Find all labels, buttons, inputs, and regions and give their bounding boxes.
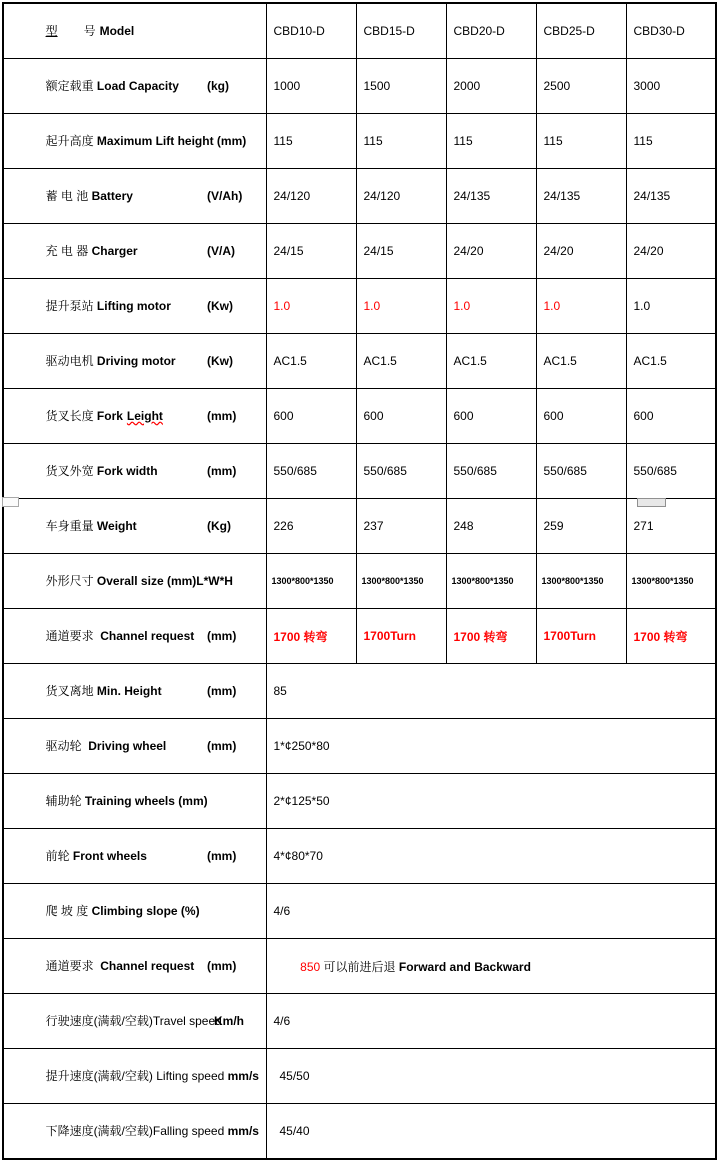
row-label-en: Travel speed (152, 1014, 222, 1028)
value-cell: 1700Turn (356, 609, 446, 664)
row-label-zh: 车身重量 (45, 519, 97, 533)
row-lifting-speed (3, 1049, 716, 1104)
row-travel-speed (3, 994, 716, 1049)
table-handle-right-partial (637, 498, 666, 507)
value-cell: 1300*800*1350 (536, 554, 626, 609)
row-label-zh: 辅助轮 (45, 794, 85, 808)
row-unit: (mm) (207, 409, 237, 423)
row-lift-height (3, 114, 716, 169)
value-cell: AC1.5 (626, 334, 716, 389)
row-driving-wheel (3, 719, 716, 774)
row-label-en: Lifting speed (156, 1069, 225, 1083)
row-label (3, 884, 266, 939)
value-cell: 600 (446, 389, 536, 444)
row-label-zh: 货叉外宽 (45, 464, 97, 478)
value-cell: 24/20 (446, 224, 536, 279)
row-label-en: Training wheels (84, 794, 175, 808)
row-label (3, 829, 266, 884)
row-load-capacity (3, 59, 716, 114)
row-label-zh: 蓄 电 池 (45, 189, 92, 203)
table-handle-left-partial (2, 497, 19, 507)
value-cell: 24/135 (626, 169, 716, 224)
value-cell (266, 939, 716, 994)
value-zh: 可以前进后退 (320, 959, 399, 974)
row-label-zh: 额定载重 (45, 79, 97, 93)
value-cell: 1700Turn (536, 609, 626, 664)
row-label-en: Charger (91, 244, 138, 258)
row-label-zh: 爬 坡 度 (45, 904, 92, 918)
model-cell: CBD20-D (446, 3, 536, 59)
value-cell: 2*¢125*50 (266, 774, 716, 829)
row-label-en: Min. Height (96, 684, 162, 698)
row-label-zh: 前轮 (45, 849, 73, 863)
value-cell: 600 (626, 389, 716, 444)
row-unit: (kg) (207, 79, 229, 93)
row-label-en: Channel request (100, 959, 195, 973)
model-cell: CBD10-D (266, 3, 356, 59)
model-cell: CBD30-D (626, 3, 716, 59)
value-cell: 1.0 (266, 279, 356, 334)
row-label (3, 609, 266, 664)
row-unit: (mm) (207, 849, 237, 863)
row-unit: (V/Ah) (207, 189, 243, 203)
row-label (3, 499, 266, 554)
row-unit: (mm) (207, 464, 237, 478)
value-cell: 4*¢80*70 (266, 829, 716, 884)
value-cell: 115 (356, 114, 446, 169)
row-label (3, 554, 266, 609)
value-cell: 115 (536, 114, 626, 169)
row-falling-speed (3, 1104, 716, 1160)
value-cell: 115 (446, 114, 536, 169)
row-unit: (mm) (213, 134, 247, 148)
value-cell: 24/15 (266, 224, 356, 279)
value-cell: 24/135 (446, 169, 536, 224)
value-cell: 1*¢250*80 (266, 719, 716, 774)
value-cell: 1700 转弯 (446, 609, 536, 664)
row-label (3, 774, 266, 829)
row-label (3, 1104, 266, 1160)
row-unit: (Kg) (207, 519, 231, 533)
row-label (3, 994, 266, 1049)
value-cell: 115 (266, 114, 356, 169)
value-cell: 24/20 (536, 224, 626, 279)
row-fork-length (3, 389, 716, 444)
value-cell: 1500 (356, 59, 446, 114)
row-unit: (mm) (207, 959, 237, 973)
row-label-en: Battery (91, 189, 133, 203)
row-label (3, 59, 266, 114)
model-label-zh-second: 号 (83, 24, 96, 38)
row-climbing-slope (3, 884, 716, 939)
value-cell: 1700 转弯 (266, 609, 356, 664)
value-cell: 600 (536, 389, 626, 444)
row-label-zh: 驱动电机 (45, 354, 97, 368)
row-label-zh: 充 电 器 (45, 244, 92, 258)
header-row (3, 3, 716, 59)
value-cell: 550/685 (626, 444, 716, 499)
row-label-model (3, 3, 266, 59)
row-label-en: Fork width (96, 464, 158, 478)
row-label-zh: 通道要求 (45, 629, 101, 643)
row-front-wheels (3, 829, 716, 884)
row-label-en: Fork (96, 409, 123, 423)
value-cell: 1300*800*1350 (356, 554, 446, 609)
row-label-en: Lifting motor (96, 299, 171, 313)
value-cell: 550/685 (536, 444, 626, 499)
row-label-zh: 行驶速度(满载/空载) (45, 1014, 153, 1028)
value-cell: 237 (356, 499, 446, 554)
row-min-height (3, 664, 716, 719)
row-label (3, 444, 266, 499)
row-battery (3, 169, 716, 224)
value-cell: 1300*800*1350 (626, 554, 716, 609)
row-label-en-misspelled: Leight (126, 409, 163, 423)
row-label (3, 939, 266, 994)
row-label-zh: 起升高度 (45, 134, 97, 148)
row-label (3, 279, 266, 334)
row-label-zh: 货叉离地 (45, 684, 97, 698)
row-driving-motor (3, 334, 716, 389)
row-label-en: Driving motor (96, 354, 176, 368)
value-cell: 1300*800*1350 (266, 554, 356, 609)
row-unit: (Kw) (207, 299, 233, 313)
row-unit: (mm) (207, 684, 237, 698)
row-label-zh: 提升速度(满载/空载) (45, 1069, 157, 1083)
row-unit: (mm) (174, 794, 208, 808)
row-overall-size (3, 554, 716, 609)
row-label-en: Weight (96, 519, 137, 533)
value-cell: 1.0 (446, 279, 536, 334)
row-label-en: Front wheels (72, 849, 147, 863)
value-cell: 1300*800*1350 (446, 554, 536, 609)
row-label (3, 719, 266, 774)
value-cell: 550/685 (446, 444, 536, 499)
value-cell: 24/135 (536, 169, 626, 224)
value-cell: 550/685 (356, 444, 446, 499)
value-cell: AC1.5 (266, 334, 356, 389)
value-cell: 3000 (626, 59, 716, 114)
value-cell: AC1.5 (536, 334, 626, 389)
value-cell: 600 (356, 389, 446, 444)
row-label-zh: 货叉长度 (45, 409, 97, 423)
model-label-zh-first: 型 (45, 24, 58, 38)
row-label (3, 169, 266, 224)
row-label-zh: 提升泵站 (45, 299, 97, 313)
row-fork-width (3, 444, 716, 499)
value-cell: AC1.5 (446, 334, 536, 389)
row-label (3, 1049, 266, 1104)
row-label-en: Driving wheel (88, 739, 167, 753)
row-label-zh: 驱动轮 (45, 739, 89, 753)
row-label-en: Maximum Lift height (96, 134, 214, 148)
value-cell: 259 (536, 499, 626, 554)
model-cell: CBD25-D (536, 3, 626, 59)
row-label-en: Load Capacity (96, 79, 179, 93)
value-cell: 24/120 (266, 169, 356, 224)
value-cell: 24/15 (356, 224, 446, 279)
row-label (3, 224, 266, 279)
value-cell: 2500 (536, 59, 626, 114)
value-cell: 4/6 (266, 884, 716, 939)
value-number: 850 (300, 959, 321, 974)
row-channel-request-straight (3, 939, 716, 994)
row-channel-request-turn (3, 609, 716, 664)
spec-table (2, 2, 717, 1160)
row-weight (3, 499, 716, 554)
value-cell: 1.0 (536, 279, 626, 334)
value-cell: 1700 转弯 (626, 609, 716, 664)
value-cell: 600 (266, 389, 356, 444)
value-cell: 271 (626, 499, 716, 554)
row-label-zh: 下降速度(满载/空载) (45, 1124, 153, 1138)
value-cell: 1000 (266, 59, 356, 114)
row-lifting-motor (3, 279, 716, 334)
row-label (3, 334, 266, 389)
value-cell: 4/6 (266, 994, 716, 1049)
row-label-en: Falling speed (152, 1124, 225, 1138)
row-unit: (mm)L*W*H (163, 574, 233, 588)
row-label-en: Climbing slope (91, 904, 178, 918)
value-cell: 550/685 (266, 444, 356, 499)
row-label-en: Channel request (100, 629, 195, 643)
row-unit: (%) (177, 904, 200, 918)
row-unit: (mm) (207, 739, 237, 753)
value-en: Forward and Backward (398, 959, 531, 974)
value-cell: 2000 (446, 59, 536, 114)
row-unit: (V/A) (207, 244, 235, 258)
value-cell: 45/50 (266, 1049, 716, 1104)
row-label (3, 664, 266, 719)
value-cell: AC1.5 (356, 334, 446, 389)
value-cell: 24/20 (626, 224, 716, 279)
value-cell: 85 (266, 664, 716, 719)
value-cell: 1.0 (356, 279, 446, 334)
model-label-en: Model (99, 24, 135, 38)
row-label (3, 114, 266, 169)
row-unit: mm/s (224, 1124, 259, 1138)
row-charger (3, 224, 716, 279)
row-unit: Km/h (214, 1014, 244, 1028)
row-label-zh: 通道要求 (45, 959, 101, 973)
value-cell: 226 (266, 499, 356, 554)
value-cell: 248 (446, 499, 536, 554)
row-unit: (mm) (207, 629, 237, 643)
row-label (3, 389, 266, 444)
row-unit: mm/s (224, 1069, 259, 1083)
row-label-en: Overall size (96, 574, 164, 588)
value-cell: 1.0 (626, 279, 716, 334)
value-cell: 115 (626, 114, 716, 169)
row-training-wheels (3, 774, 716, 829)
model-cell: CBD15-D (356, 3, 446, 59)
row-label-zh: 外形尺寸 (45, 574, 97, 588)
row-unit: (Kw) (207, 354, 233, 368)
value-cell: 24/120 (356, 169, 446, 224)
value-cell: 45/40 (266, 1104, 716, 1160)
